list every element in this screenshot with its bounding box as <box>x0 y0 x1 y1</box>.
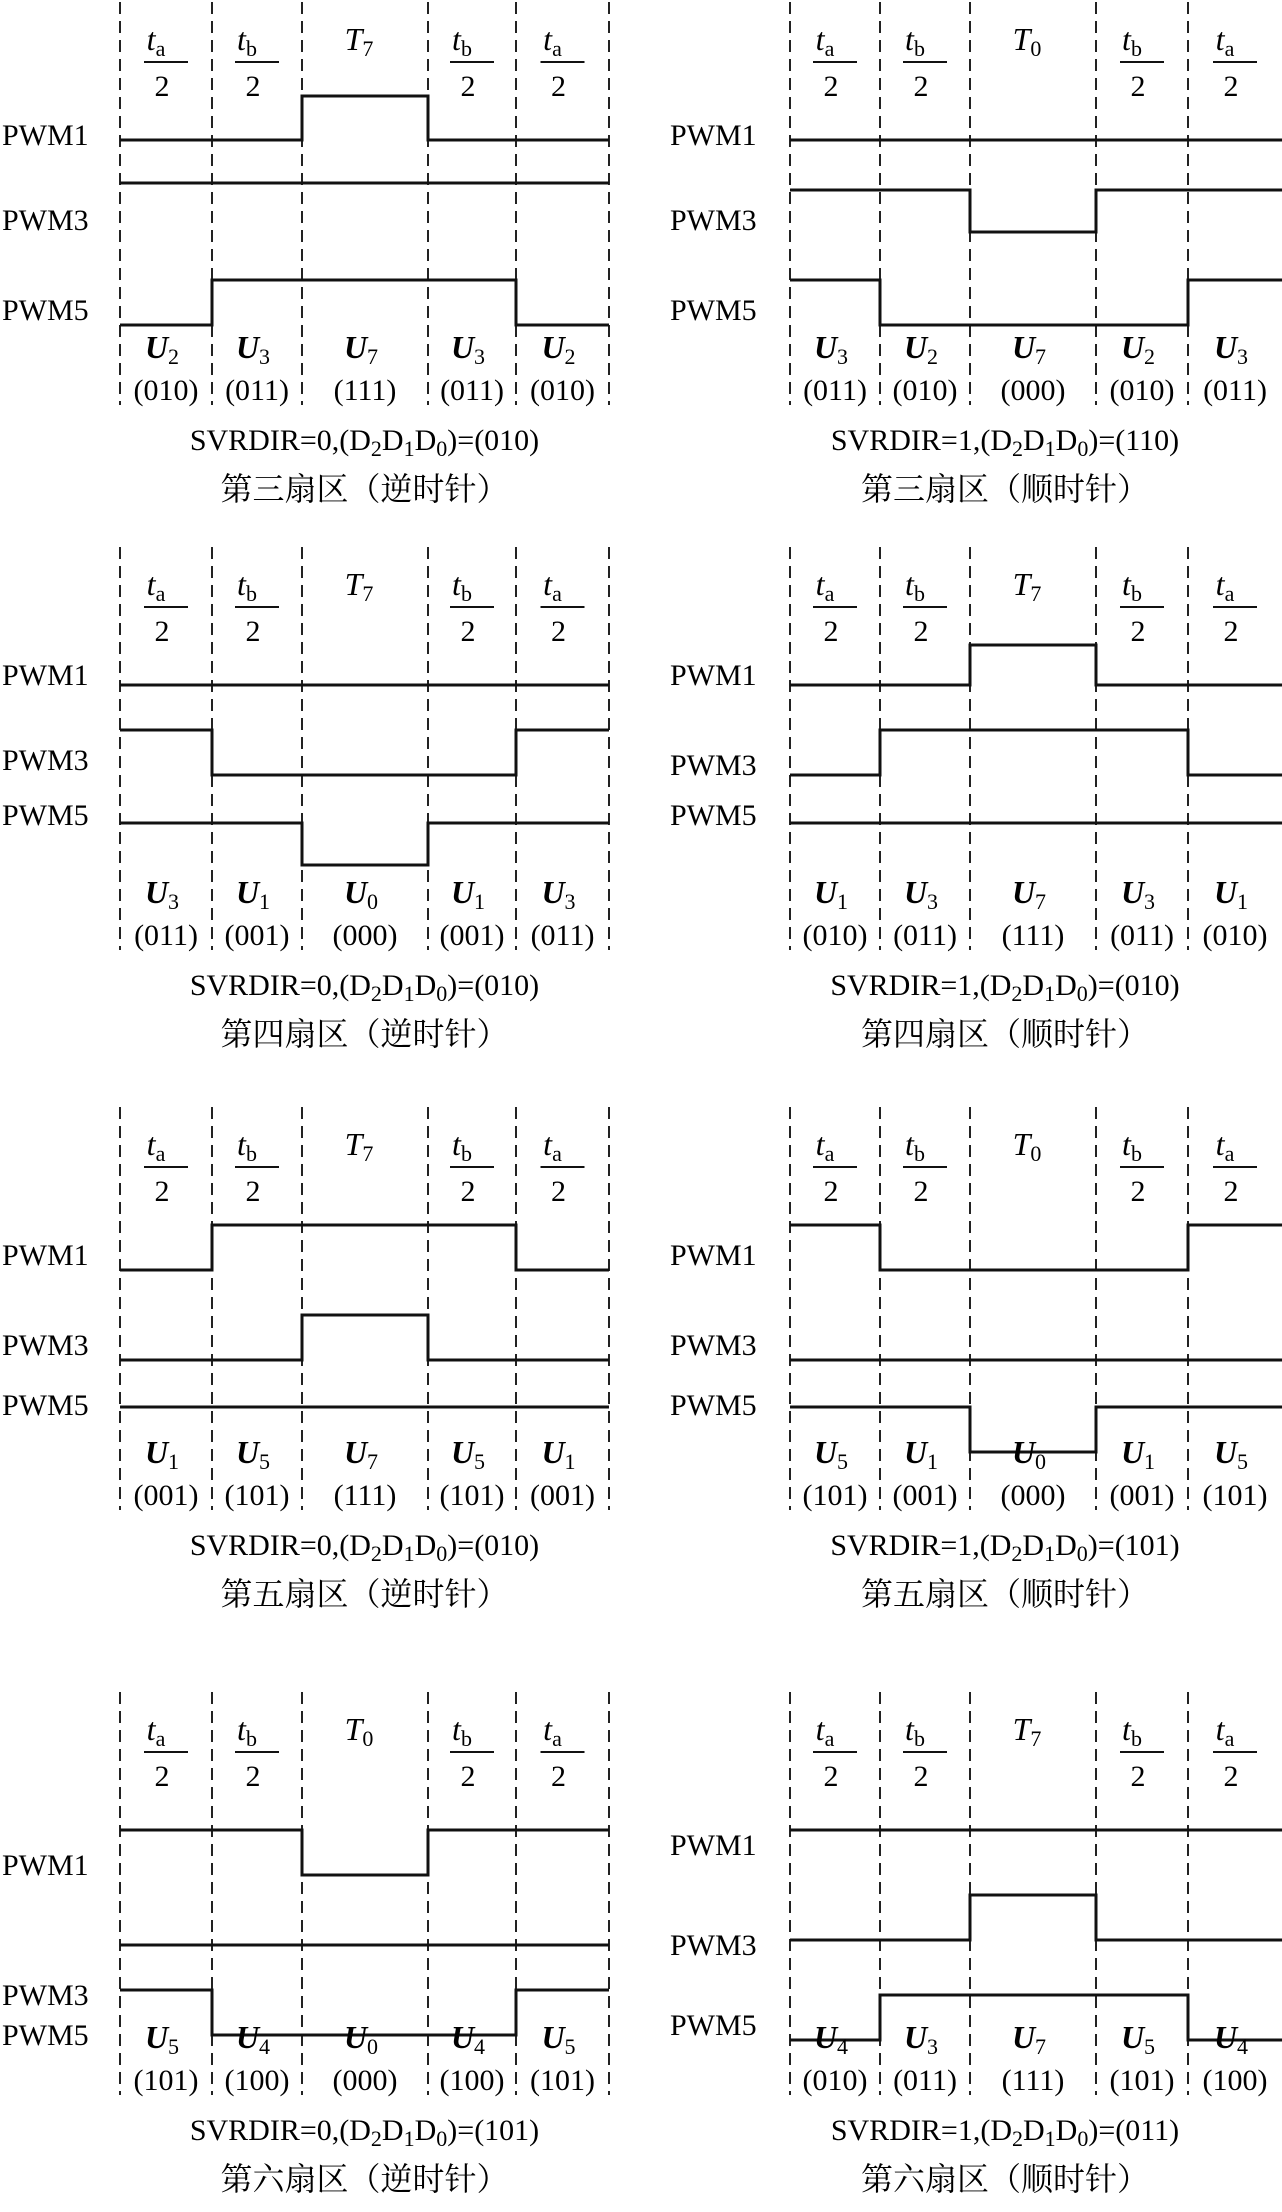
pwm-signal-label: PWM5 <box>670 294 757 327</box>
pwm-waveform <box>120 1830 609 1875</box>
switch-state-code: (010) <box>1109 374 1175 407</box>
zero-vector-time: T0 <box>1012 21 1042 61</box>
switch-state-code: (000) <box>1000 1479 1066 1512</box>
fraction-denominator: 2 <box>551 1175 566 1208</box>
fraction-numerator: ta <box>1215 1711 1235 1751</box>
fraction-denominator: 2 <box>460 1175 476 1208</box>
pwm-signal-label: PWM3 <box>670 1329 757 1362</box>
fraction-numerator: ta <box>543 566 562 606</box>
switch-state-code: (101) <box>530 2064 595 2097</box>
fraction-numerator: tb <box>1122 566 1142 606</box>
switch-state-code: (011) <box>530 919 595 952</box>
time-fraction <box>1120 566 1164 648</box>
switch-state-code: (001) <box>133 1479 199 1512</box>
voltage-vector: U5 <box>1213 1434 1249 1474</box>
zero-vector-time: T7 <box>344 566 374 606</box>
voltage-vector: U1 <box>450 874 486 914</box>
switch-state-code: (101) <box>224 1479 290 1512</box>
fraction-denominator: 2 <box>823 615 839 648</box>
fraction-numerator: tb <box>237 1126 257 1166</box>
switch-state-code: (101) <box>1202 1479 1268 1512</box>
voltage-vector: U7 <box>1011 874 1047 914</box>
fraction-denominator: 2 <box>460 615 476 648</box>
fraction-numerator: ta <box>543 1711 562 1751</box>
pwm-signal-label: PWM5 <box>2 1389 89 1422</box>
time-fraction <box>450 566 494 648</box>
fraction-numerator: tb <box>905 1711 925 1751</box>
switch-state-code: (001) <box>892 1479 958 1512</box>
zero-vector-time: T0 <box>1012 1126 1042 1166</box>
time-fraction <box>1120 1126 1164 1208</box>
voltage-vector: U1 <box>235 874 271 914</box>
switch-state-code: (011) <box>893 919 957 952</box>
fraction-numerator: ta <box>1215 566 1235 606</box>
fraction-numerator: ta <box>815 1711 835 1751</box>
pwm-waveform <box>790 645 1282 685</box>
switch-state-code: (011) <box>134 919 198 952</box>
fraction-numerator: tb <box>452 1711 472 1751</box>
pwm-signal-label: PWM3 <box>2 1979 89 2012</box>
fraction-denominator: 2 <box>245 1760 261 1793</box>
time-fraction <box>235 566 279 648</box>
fraction-numerator: ta <box>146 21 166 61</box>
switch-state-code: (111) <box>333 1479 397 1512</box>
switch-state-code: (011) <box>1110 919 1174 952</box>
voltage-vector: U4 <box>235 2019 271 2059</box>
time-fraction <box>450 1711 494 1793</box>
time-fraction <box>903 1711 947 1793</box>
sector-title: 第五扇区（顺时针） <box>860 1575 1150 1613</box>
sector-title: 第三扇区（逆时针） <box>220 470 509 508</box>
zero-vector-time: T7 <box>1012 1711 1042 1751</box>
time-fraction <box>450 21 494 103</box>
direction-caption: $SVRDIR=0,(D_2D_1D_0)=(010)$ <box>189 1529 540 1566</box>
voltage-vector: U0 <box>343 874 379 914</box>
pwm-waveform <box>120 280 609 325</box>
direction-caption: $SVRDIR=1,(D_2D_1D_0)=(110)$ <box>830 424 1180 461</box>
voltage-vector: U3 <box>541 874 576 914</box>
fraction-denominator: 2 <box>1130 1175 1146 1208</box>
fraction-numerator: ta <box>1215 1126 1235 1166</box>
switch-state-code: (101) <box>1109 2064 1175 2097</box>
pwm-waveform <box>790 280 1282 325</box>
voltage-vector: U7 <box>343 329 379 369</box>
pwm-signal-label: PWM5 <box>670 2009 757 2042</box>
switch-state-code: (001) <box>439 919 505 952</box>
voltage-vector: U1 <box>144 1434 180 1474</box>
switch-state-code: (100) <box>1202 2064 1268 2097</box>
voltage-vector: U5 <box>813 1434 849 1474</box>
pwm-signal-label: PWM3 <box>670 1929 757 1962</box>
voltage-vector: U0 <box>1011 1434 1047 1474</box>
voltage-vector: U3 <box>1120 874 1156 914</box>
fraction-numerator: tb <box>905 1126 925 1166</box>
switch-state-code: (100) <box>439 2064 505 2097</box>
time-fraction <box>1213 1126 1257 1208</box>
pwm-signal-label: PWM1 <box>670 1829 757 1862</box>
fraction-numerator: tb <box>237 1711 257 1751</box>
voltage-vector: U1 <box>541 1434 576 1474</box>
fraction-denominator: 2 <box>1130 615 1146 648</box>
voltage-vector: U1 <box>813 874 849 914</box>
pwm-signal-label: PWM1 <box>2 1849 89 1882</box>
fraction-denominator: 2 <box>154 70 170 103</box>
pwm-signal-label: PWM1 <box>670 119 757 152</box>
time-fraction <box>813 566 857 648</box>
time-fraction <box>903 566 947 648</box>
timing-panel <box>2 1692 609 2198</box>
pwm-waveform <box>120 823 609 865</box>
switch-state-code: (010) <box>530 374 595 407</box>
fraction-numerator: ta <box>146 1126 166 1166</box>
switch-state-code: (111) <box>1001 919 1065 952</box>
fraction-numerator: tb <box>237 21 257 61</box>
switch-state-code: (101) <box>133 2064 199 2097</box>
timing-panel <box>2 547 609 1053</box>
fraction-denominator: 2 <box>154 615 170 648</box>
switch-state-code: (000) <box>332 919 398 952</box>
fraction-denominator: 2 <box>913 70 929 103</box>
fraction-numerator: tb <box>452 566 472 606</box>
fraction-denominator: 2 <box>1130 70 1146 103</box>
pwm-signal-label: PWM1 <box>2 659 89 692</box>
time-fraction <box>813 1126 857 1208</box>
fraction-numerator: ta <box>543 1126 562 1166</box>
voltage-vector: U3 <box>903 874 939 914</box>
voltage-vector: U7 <box>343 1434 379 1474</box>
switch-state-code: (011) <box>440 374 504 407</box>
switch-state-code: (111) <box>1001 2064 1065 2097</box>
voltage-vector: U1 <box>1213 874 1249 914</box>
voltage-vector: U5 <box>144 2019 180 2059</box>
time-fraction <box>235 1711 279 1793</box>
pwm-waveform <box>120 96 609 140</box>
time-fraction <box>1120 21 1164 103</box>
fraction-denominator: 2 <box>913 1175 929 1208</box>
time-fraction <box>1213 566 1257 648</box>
fraction-denominator: 2 <box>913 615 929 648</box>
pwm-waveform <box>790 190 1282 232</box>
fraction-denominator: 2 <box>1223 1175 1239 1208</box>
voltage-vector: U3 <box>144 874 180 914</box>
time-fraction <box>1120 1711 1164 1793</box>
time-fraction <box>541 566 585 648</box>
pwm-signal-label: PWM5 <box>2 799 89 832</box>
fraction-numerator: ta <box>815 21 835 61</box>
voltage-vector: U2 <box>541 329 576 369</box>
switch-state-code: (010) <box>802 919 868 952</box>
time-fraction <box>541 1711 585 1793</box>
timing-panel <box>670 1107 1282 1613</box>
pwm-signal-label: PWM5 <box>670 799 757 832</box>
pwm-signal-label: PWM3 <box>2 744 89 777</box>
pwm-signal-label: PWM3 <box>670 749 757 782</box>
direction-caption: $SVRDIR=0,(D_2D_1D_0)=(010)$ <box>189 424 540 461</box>
voltage-vector: U5 <box>1120 2019 1156 2059</box>
fraction-denominator: 2 <box>551 70 566 103</box>
voltage-vector: U2 <box>1120 329 1156 369</box>
switch-state-code: (001) <box>224 919 290 952</box>
voltage-vector: U2 <box>903 329 939 369</box>
time-fraction <box>813 1711 857 1793</box>
sector-title: 第三扇区（顺时针） <box>860 470 1150 508</box>
voltage-vector: U3 <box>903 2019 939 2059</box>
fraction-numerator: ta <box>543 21 562 61</box>
time-fraction <box>1213 1711 1257 1793</box>
fraction-denominator: 2 <box>245 615 261 648</box>
pwm-waveform <box>120 1315 609 1360</box>
pwm-waveform <box>790 1895 1282 1940</box>
time-fraction <box>813 21 857 103</box>
pwm-waveform <box>790 730 1282 775</box>
voltage-vector: U1 <box>1120 1434 1156 1474</box>
switch-state-code: (011) <box>1203 374 1267 407</box>
time-fraction <box>235 1126 279 1208</box>
pwm-signal-label: PWM1 <box>670 1239 757 1272</box>
timing-panel <box>670 1692 1282 2198</box>
fraction-numerator: ta <box>815 1126 835 1166</box>
switch-state-code: (011) <box>803 374 867 407</box>
sector-title: 第六扇区（逆时针） <box>220 2160 509 2198</box>
fraction-numerator: tb <box>905 21 925 61</box>
voltage-vector: U3 <box>450 329 486 369</box>
voltage-vector: U1 <box>903 1434 939 1474</box>
direction-caption: $SVRDIR=1,(D_2D_1D_0)=(010)$ <box>830 969 1180 1006</box>
time-fraction <box>235 21 279 103</box>
sector-title: 第六扇区（顺时针） <box>860 2160 1150 2198</box>
fraction-numerator: tb <box>1122 1711 1142 1751</box>
zero-vector-time: T7 <box>344 1126 374 1166</box>
pwm-waveform <box>790 1407 1282 1452</box>
direction-caption: $SVRDIR=1,(D_2D_1D_0)=(011)$ <box>830 2114 1180 2151</box>
fraction-denominator: 2 <box>1223 1760 1239 1793</box>
voltage-vector: U3 <box>813 329 849 369</box>
voltage-vector: U3 <box>235 329 271 369</box>
switch-state-code: (000) <box>1000 374 1066 407</box>
voltage-vector: U5 <box>541 2019 576 2059</box>
pwm-signal-label: PWM5 <box>2 294 89 327</box>
timing-panel <box>670 547 1282 1053</box>
pwm-signal-label: PWM3 <box>2 1329 89 1362</box>
fraction-denominator: 2 <box>551 1760 566 1793</box>
fraction-numerator: tb <box>452 21 472 61</box>
direction-caption: $SVRDIR=0,(D_2D_1D_0)=(010)$ <box>189 969 540 1006</box>
zero-vector-time: T7 <box>1012 566 1042 606</box>
time-fraction <box>903 1126 947 1208</box>
timing-panel <box>2 1107 609 1613</box>
pwm-waveform <box>120 730 609 775</box>
switch-state-code: (011) <box>225 374 289 407</box>
fraction-numerator: tb <box>1122 1126 1142 1166</box>
switch-state-code: (011) <box>893 2064 957 2097</box>
pwm-signal-label: PWM3 <box>2 204 89 237</box>
voltage-vector: U5 <box>235 1434 271 1474</box>
fraction-numerator: tb <box>452 1126 472 1166</box>
pwm-signal-label: PWM1 <box>2 1239 89 1272</box>
switch-state-code: (001) <box>530 1479 595 1512</box>
fraction-denominator: 2 <box>823 1760 839 1793</box>
zero-vector-time: T7 <box>344 21 374 61</box>
fraction-denominator: 2 <box>245 1175 261 1208</box>
voltage-vector: U5 <box>450 1434 486 1474</box>
fraction-denominator: 2 <box>1223 615 1239 648</box>
fraction-numerator: ta <box>1215 21 1235 61</box>
voltage-vector: U4 <box>1213 2019 1249 2059</box>
fraction-denominator: 2 <box>551 615 566 648</box>
voltage-vector: U7 <box>1011 329 1047 369</box>
fraction-denominator: 2 <box>460 1760 476 1793</box>
time-fraction <box>450 1126 494 1208</box>
switch-state-code: (010) <box>802 2064 868 2097</box>
fraction-numerator: tb <box>237 566 257 606</box>
pwm-signal-label: PWM1 <box>670 659 757 692</box>
time-fraction <box>1213 21 1257 103</box>
fraction-denominator: 2 <box>1130 1760 1146 1793</box>
switch-state-code: (101) <box>802 1479 868 1512</box>
fraction-denominator: 2 <box>823 1175 839 1208</box>
switch-state-code: (001) <box>1109 1479 1175 1512</box>
direction-caption: $SVRDIR=1,(D_2D_1D_0)=(101)$ <box>830 1529 1180 1566</box>
switch-state-code: (010) <box>1202 919 1268 952</box>
time-fraction <box>144 1126 188 1208</box>
fraction-denominator: 2 <box>1223 70 1239 103</box>
sector-title: 第五扇区（逆时针） <box>220 1575 509 1613</box>
fraction-numerator: ta <box>815 566 835 606</box>
pwm-signal-label: PWM1 <box>2 119 89 152</box>
pwm-signal-label: PWM5 <box>670 1389 757 1422</box>
switch-state-code: (111) <box>333 374 397 407</box>
fraction-numerator: ta <box>146 566 166 606</box>
time-fraction <box>541 21 585 103</box>
pwm-signal-label: PWM5 <box>2 2019 89 2052</box>
voltage-vector: U4 <box>813 2019 849 2059</box>
voltage-vector: U3 <box>1213 329 1249 369</box>
sector-title: 第四扇区（逆时针） <box>220 1015 509 1053</box>
voltage-vector: U0 <box>343 2019 379 2059</box>
switch-state-code: (010) <box>133 374 199 407</box>
switch-state-code: (010) <box>892 374 958 407</box>
pwm-waveform <box>790 1225 1282 1270</box>
pwm-signal-label: PWM3 <box>670 204 757 237</box>
time-fraction <box>541 1126 585 1208</box>
switch-state-code: (101) <box>439 1479 505 1512</box>
voltage-vector: U7 <box>1011 2019 1047 2059</box>
voltage-vector: U2 <box>144 329 180 369</box>
timing-panel <box>2 2 609 508</box>
sector-title: 第四扇区（顺时针） <box>860 1015 1150 1053</box>
switch-state-code: (100) <box>224 2064 290 2097</box>
zero-vector-time: T0 <box>344 1711 374 1751</box>
time-fraction <box>903 21 947 103</box>
fraction-numerator: ta <box>146 1711 166 1751</box>
fraction-denominator: 2 <box>460 70 476 103</box>
fraction-denominator: 2 <box>913 1760 929 1793</box>
timing-panel <box>670 2 1282 508</box>
fraction-denominator: 2 <box>154 1175 170 1208</box>
time-fraction <box>144 566 188 648</box>
fraction-denominator: 2 <box>154 1760 170 1793</box>
voltage-vector: U4 <box>450 2019 486 2059</box>
switch-state-code: (000) <box>332 2064 398 2097</box>
fraction-numerator: tb <box>905 566 925 606</box>
time-fraction <box>144 1711 188 1793</box>
fraction-numerator: tb <box>1122 21 1142 61</box>
time-fraction <box>144 21 188 103</box>
direction-caption: $SVRDIR=0,(D_2D_1D_0)=(101)$ <box>189 2114 540 2151</box>
fraction-denominator: 2 <box>823 70 839 103</box>
pwm-waveform <box>120 1225 609 1270</box>
fraction-denominator: 2 <box>245 70 261 103</box>
